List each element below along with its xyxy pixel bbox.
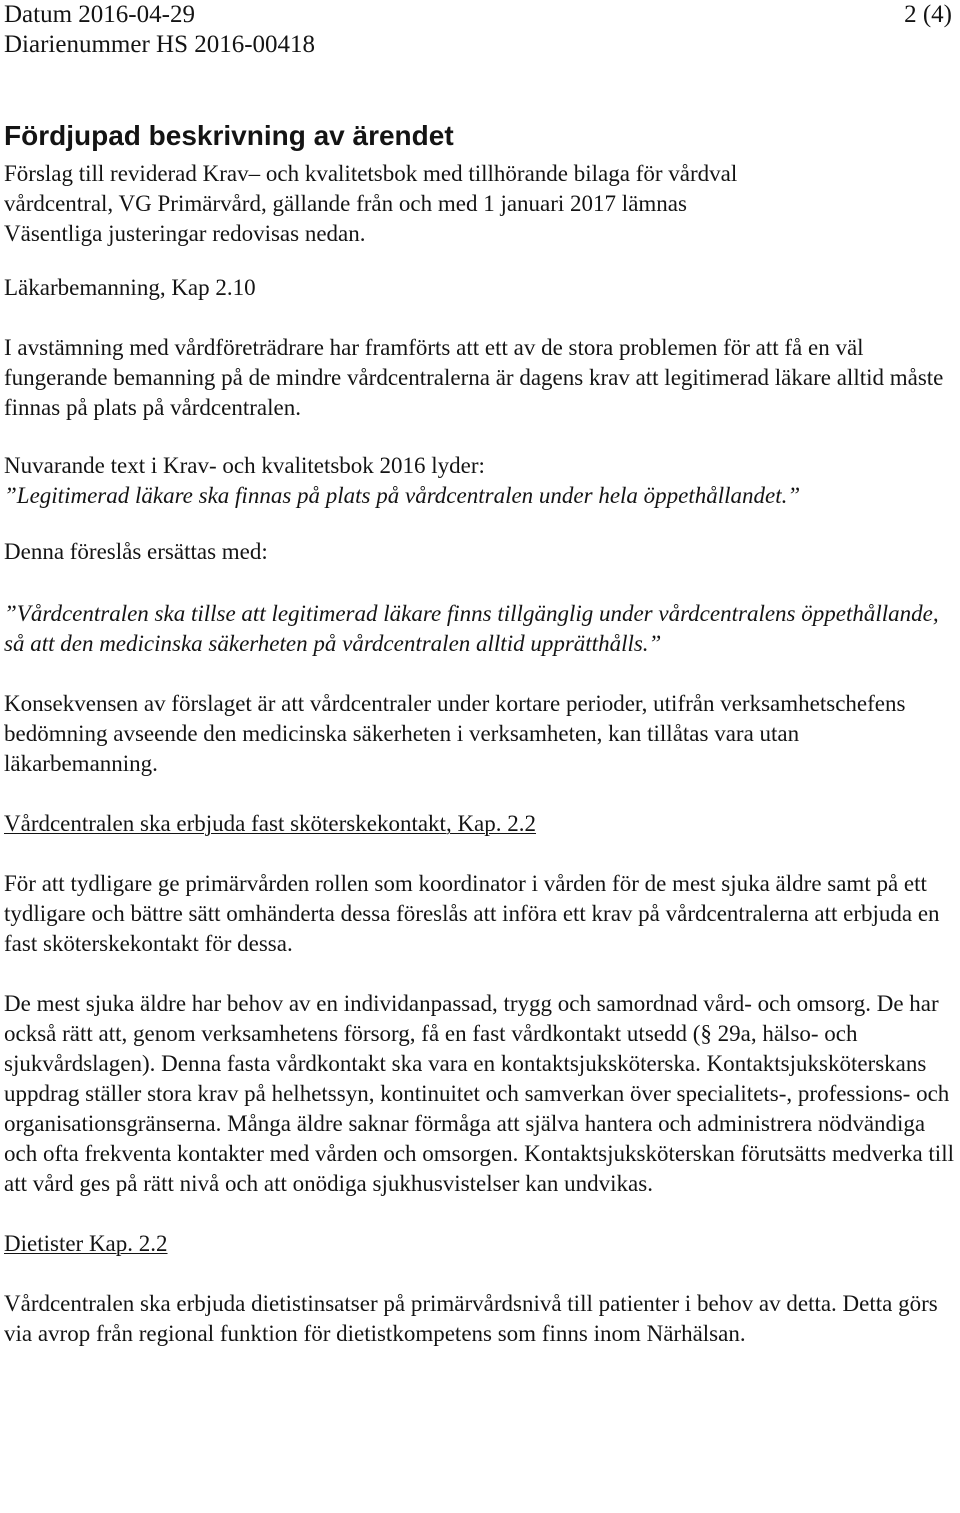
intro-line-3: Väsentliga justeringar redovisas nedan. <box>4 221 366 246</box>
intro-line-1: Förslag till reviderad Krav– och kvalitetsbok med tillhörande bilaga för vårdval <box>4 161 738 186</box>
header-date: Datum 2016-04-29 <box>4 1 195 28</box>
section1-new-quote: ”Vårdcentralen ska tillse att legitimerad läkare finns tillgänglig under vårdcentralens öppethållande, så att den medicinska säkerheten på vårdcentralen alltid upprätthålls.” <box>4 601 939 656</box>
section-heading-lakarbemanning: Läkarbemanning, Kap 2.10 <box>4 275 256 300</box>
section1-paragraph-1: I avstämning med vårdföreträdrare har framförts att ett av de stora problemen för att få en väl fungerande bemanning på de mindre vårdcentralerna är dagens krav att legitimerad läkare alltid måste finnas på plats på vårdcentralen. <box>4 335 944 420</box>
section2-paragraph-2: De mest sjuka äldre har behov av en individanpassad, trygg och samordnad vård- och omsorg. De har också rätt att, genom verksamhetens försorg, få en fast vårdkontakt utsedd (§ 29a, hälso- och sjukvårdslagen). Denna fasta vårdkontakt ska vara en kontaktsjuksköterska. Kontaktsjuksköterskans uppdrag ställer stora krav på helhetssyn, kontinuitet och samverkan över specialitets-, professions- och organisationsgränserna. Många äldre saknar förmåga att själva hantera och administrera nödvändiga och ofta frekventa kontakter med vården och omsorgen. Kontaktsjuksköterskan förutsätts medverka till att vård ges på rätt nivå och att onödiga sjukhusvistelser kan undvikas. <box>4 991 954 1196</box>
header-page-number: 2 (4) <box>904 1 952 28</box>
intro-line-2: vårdcentral, VG Primärvård, gällande från och med 1 januari 2017 lämnas <box>4 191 687 216</box>
document-content <box>4 118 956 1349</box>
section-heading-dietister: Dietister Kap. 2.2 <box>4 1231 168 1256</box>
header-diary-number: Diarienummer HS 2016-00418 <box>4 31 316 58</box>
section2-paragraph-1: För att tydligare ge primärvården rollen som koordinator i vården för de mest sjuka äldre samt på ett tydligare och bättre sätt omhänderta dessa föreslås att införa ett krav på vårdcentralerna att erbjuda en fast sköterskekontakt för dessa. <box>4 871 940 956</box>
section1-consequence: Konsekvensen av förslaget är att vårdcentraler under kortare perioder, utifrån verksamhetschefens bedömning avseende den medicinska säkerheten i verksamheten, kan tillåtas vara utan läkarbemanning. <box>4 691 906 776</box>
section-heading-skoterskekontakt: Vårdcentralen ska erbjuda fast sköterskekontakt, Kap. 2.2 <box>4 811 537 836</box>
section1-current-quote: ”Legitimerad läkare ska finnas på plats på vårdcentralen under hela öppethållandet.” <box>4 483 801 508</box>
section1-replace-label: Denna föreslås ersättas med: <box>4 539 268 564</box>
section1-current-label: Nuvarande text i Krav- och kvalitetsbok 2016 lyder: <box>4 453 485 478</box>
intro-paragraph <box>4 159 956 249</box>
document-title: Fördjupad beskrivning av ärendet <box>4 120 454 151</box>
section3-paragraph-1: Vårdcentralen ska erbjuda dietistinsatser på primärvårdsnivå till patienter i behov av detta. Detta görs via avrop från regional funktion för dietistkompetens som finns inom Närhälsan. <box>4 1291 938 1346</box>
document-header-meta <box>4 0 315 60</box>
